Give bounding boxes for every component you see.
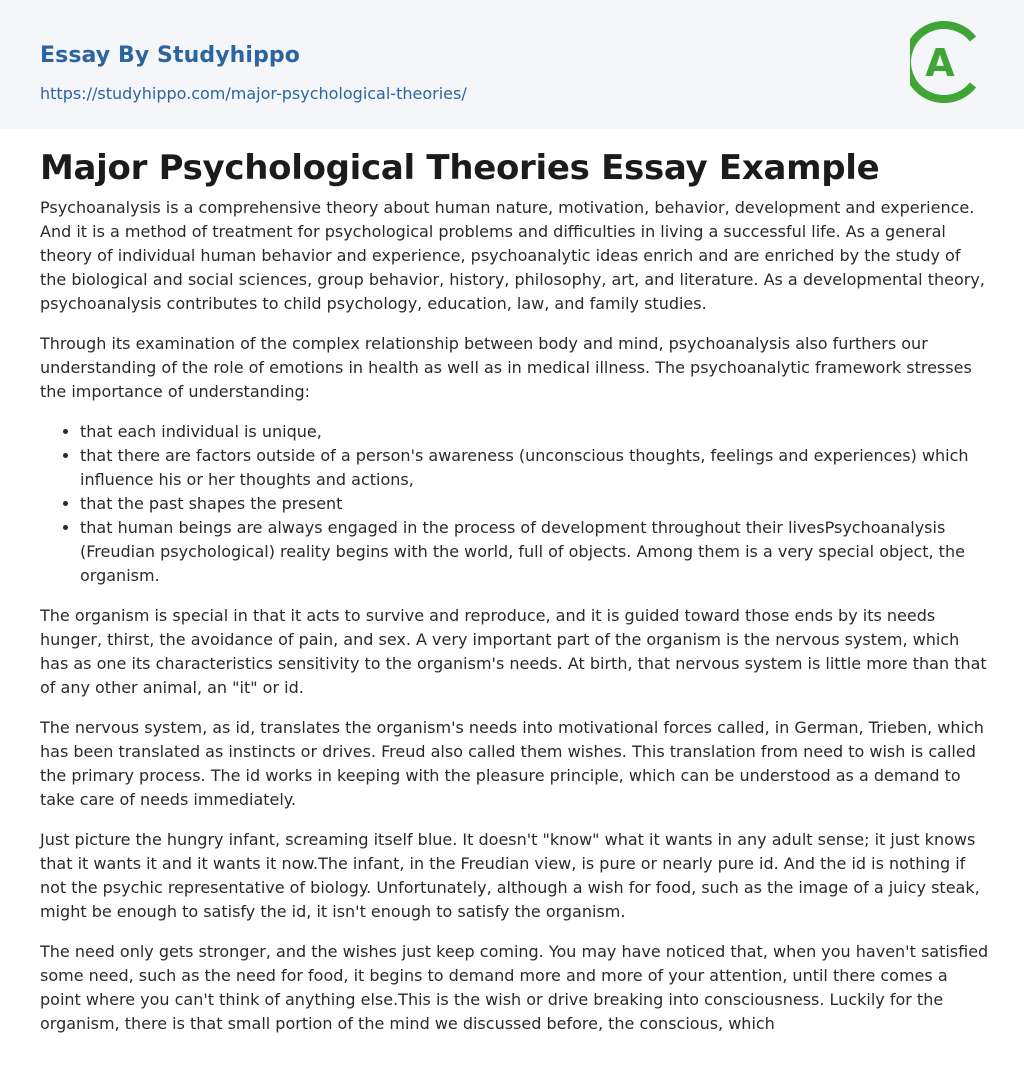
article bbox=[40, 146, 990, 1052]
brand-title[interactable]: Essay By Studyhippo bbox=[40, 43, 300, 68]
bullet-list bbox=[80, 420, 990, 588]
site-header bbox=[0, 0, 1024, 129]
studyhippo-logo-icon[interactable] bbox=[910, 19, 986, 105]
list-item: • that each individual is unique, bbox=[80, 420, 990, 444]
list-item: • that human beings are always engaged in the process of development throughout their livesPsychoanalysis (Freudian psychological) reality begins with the world, full of objects. Among them is a very special object, the organism. bbox=[80, 516, 990, 588]
logo-letter: A bbox=[925, 41, 955, 85]
list-item: • that the past shapes the present bbox=[80, 492, 990, 516]
page-title: Major Psychological Theories Essay Example bbox=[40, 148, 880, 188]
paragraph: Through its examination of the complex relationship between body and mind, psychoanalysis also furthers our understanding of the role of emotions in health as well as in medical illness. The psychoanalytic framework stresses the importance of understanding: bbox=[40, 334, 972, 401]
paragraph: Psychoanalysis is a comprehensive theory about human nature, motivation, behavior, development and experience. And it is a method of treatment for psychological problems and difficulties in living a successful life. As a general theory of individual human behavior and experience, psychoanalytic ideas enrich and are enriched by the study of the biological and social sciences, group behavior, history, philosophy, art, and literature. As a developmental theory, psychoanalysis contributes to child psychology, education, law, and family studies. bbox=[40, 198, 985, 313]
paragraph: The need only gets stronger, and the wishes just keep coming. You may have noticed that, when you haven't satisfied some need, such as the need for food, it begins to demand more and more of your attention, until there comes a point where you can't think of anything else.This is the wish or drive breaking into consciousness. Luckily for the organism, there is that small portion of the mind we discussed before, the conscious, which bbox=[40, 942, 989, 1033]
paragraph: The organism is special in that it acts to survive and reproduce, and it is guided toward those ends by its needs hunger, thirst, the avoidance of pain, and sex. A very important part of the organism is the nervous system, which has as one its characteristics sensitivity to the organism's needs. At birth, that nervous system is little more than that of any other animal, an "it" or id. bbox=[40, 606, 987, 697]
paragraph: The nervous system, as id, translates the organism's needs into motivational forces called, in German, Trieben, which has been translated as instincts or drives. Freud also called them wishes. This translation from need to wish is called the primary process. The id works in keeping with the pleasure principle, which can be understood as a demand to take care of needs immediately. bbox=[40, 718, 984, 809]
list-item: • that there are factors outside of a person's awareness (unconscious thoughts, feelings and experiences) which influence his or her thoughts and actions, bbox=[80, 444, 990, 492]
paragraph: Just picture the hungry infant, screaming itself blue. It doesn't "know" what it wants in any adult sense; it just knows that it wants it and it wants it now.The infant, in the Freudian view, is pure or nearly pure id. And the id is nothing if not the psychic representative of biology. Unfortunately, although a wish for food, such as the image of a juicy steak, might be enough to satisfy the id, it isn't enough to satisfy the organism. bbox=[40, 830, 980, 921]
source-url-link[interactable]: https://studyhippo.com/major-psychological-theories/ bbox=[40, 84, 467, 103]
